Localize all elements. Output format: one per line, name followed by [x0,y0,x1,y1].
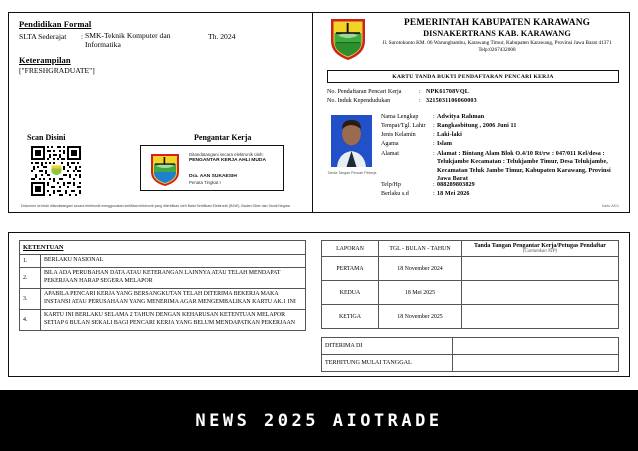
identity-row-tempat-tgl-lahir [381,122,621,131]
laporan-period: KEDUA [322,281,379,305]
table-row [20,255,306,268]
laporan-period: KETIGA [322,305,379,329]
ketentuan-header: KETENTUAN [20,241,306,255]
table-row [322,257,619,281]
ketentuan-number: 3. [20,288,41,309]
identity-row-jenis-kelamin [381,131,621,140]
education-section-title: Pendidikan Formal [19,19,92,29]
laporan-period: PERTAMA [322,257,379,281]
identity-row-nama [381,113,621,122]
card-title-box [327,70,619,83]
department-name: DISNAKERTRANS KAB. KARAWANG [423,29,571,38]
laporan-signature-cell[interactable] [462,257,619,281]
contact-value: 088289803829 [437,182,475,188]
right-column [313,13,629,212]
watermark-text: NEWS 2025 AIOTRADE [195,410,443,431]
identity-value: Adwitya Rahman [437,114,485,120]
laporan-col-header: LAPORAN [322,241,379,257]
contact-value: 18 Mei 2026 [437,191,470,198]
qr-code-icon[interactable] [29,144,83,198]
skills-value: ["FRESHGRADUATE"] [19,66,95,75]
laporan-signature-cell[interactable] [462,281,619,305]
contact-label: Telp/Hp [381,182,401,188]
table-row [20,309,306,330]
table-row [322,355,619,372]
ketentuan-number: 2. [20,267,41,288]
electronic-signature-box [140,145,284,191]
identity-row-alamat [381,150,621,185]
esign-line-1: Ditandatangani secara elektronik oleh: [189,152,264,157]
ketentuan-text: KARTU INI BERLAKU SELAMA 2 TAHUN DENGAN KEHARUSAN KETENTUAN MELAPOR SETIAP 6 BULAN SEKALI BAGI PENCARI KERJA YANG BELUM MENDAPATKAN PEKERJAAN [41,309,306,330]
ketentuan-number: 1. [20,255,41,268]
diterima-value[interactable] [453,338,619,355]
table-row [20,288,306,309]
education-row [19,32,304,50]
laporan-date: 18 November 2024 [379,257,462,281]
diterima-table-wrap [321,337,619,372]
karawang-emblem-icon [147,151,183,187]
table-row [20,267,306,288]
watermark-bar [0,390,638,451]
registration-number-label: No. Pendaftaran Pencari Kerja [327,89,402,95]
jobseeker-card-panel [8,12,630,213]
nik-value: 3215031106060003 [426,98,477,104]
contact-label: Berlaku s.d [381,191,409,198]
card-code-label: Kartu AK/1 [601,204,619,208]
ketentuan-text: BERLAKU NASIONAL [41,255,306,268]
education-value: SMK-Teknik Komputer dan Informatika [85,31,171,49]
laporan-signature-cell[interactable] [462,305,619,329]
identity-colon: : [433,114,435,120]
identity-label: Nama Lengkap [381,114,419,120]
identity-value: Laki-laki [437,132,462,139]
identity-details [381,113,621,185]
nik-row [327,98,477,104]
laporan-date: 18 November 2025 [379,305,462,329]
education-colon: : [81,32,84,41]
signature-col-title: Tanda Tangan Pengantar Kerja/Petugas Pendaftar [473,243,607,249]
applicant-signature-caption: Tanda Tangan Pencari Pekerja [327,171,377,175]
table-row [322,305,619,329]
education-level-label: SLTA Sederajat [19,32,67,41]
identity-colon: : [433,150,435,157]
identity-value: Islam [437,141,453,148]
table-header-row [322,241,619,257]
esign-text-block [189,152,279,164]
nik-colon: : [419,98,421,104]
department-address: Jl. Surotokunto KM. 06 Warungbambu, Karawang Timur, Kabupaten Karawang, Provinsi Jawa Barat 41371 Telp:0267432008 [382,40,612,54]
diterima-label: DITERIMA DI [322,338,453,355]
left-column [9,13,312,212]
electronic-signature-disclaimer: Dokumen ini telah ditandatangani secara elektronik menggunakan sertifikat elektronik yang diterbitkan oleh Balai Sertifikasi Elektronik (BSrE), Badan Siber dan Sandi Negara [21,204,290,208]
identity-value: Rangkasbitung , 2006 Juni 11 [437,123,517,130]
laporan-table [321,240,619,329]
identity-label: Tempat/Tgl. Lahir [381,123,426,130]
pengantar-kerja-title: Pengantar Kerja [194,133,252,142]
contact-colon: : [433,182,435,188]
identity-row-agama [381,140,621,149]
table-row [322,281,619,305]
government-header-text [373,18,621,54]
contact-row-telp [381,181,475,190]
contact-details [381,181,475,199]
contact-colon: : [433,191,435,198]
card-title: KARTU TANDA BUKTI PENDAFTARAN PENCARI KERJA [392,73,554,80]
officer-block [189,174,237,186]
signature-col-header [462,241,619,257]
terhitung-value[interactable] [453,355,619,372]
table-header-row [20,241,306,255]
government-name: PEMERINTAH KABUPATEN KARAWANG [403,18,591,28]
identity-colon: : [433,141,435,148]
signature-col-subtitle: (Cantumkan NIP) [522,249,558,254]
nik-label: No. Induk Kependudukan [327,98,391,104]
officer-name: Dra. AAN SUKAESIH [189,174,237,179]
officer-rank: Penata Tingkat I [189,180,221,186]
identity-label: Agama [381,141,399,148]
identity-value: Alamat : Bintang Alam Blok O.4/10 Rt/rw : 047/011 Kel/desa : Telukjambe Kecamatan : Telukjambe Timur, Desa Telukjambe, Kecamatan Teluk Jambe Timur, Kabupaten Karawang, Provinsi Jawa Barat [437,150,611,183]
skills-section-title: Keterampilan [19,55,71,65]
ketentuan-text: BILA ADA PERUBAHAN DATA ATAU KETERANGAN LAINNYA ATAU TELAH MENDAPAT PEKERJAAN HARAP SEGERA MELAPOR [41,267,306,288]
education-year: Th. 2024 [208,32,236,41]
ketentuan-text: APABILA PENCARI KERJA YANG BERSANGKUTAN TELAH DITERIMA BEKERJA MAKA INSTANSI ATAU PERUSAHAAN YANG MENERIMA AGAR MENGEMBALIKAN KARTU AK.1 INI [41,288,306,309]
table-row [322,338,619,355]
registration-number-colon: : [419,89,421,95]
scan-here-title: Scan Disini [27,133,66,142]
ketentuan-number: 4. [20,309,41,330]
tanggal-col-header: TGL - BULAN - TAHUN [379,241,462,257]
identity-label: Jenis Kelamin [381,132,416,139]
terms-and-report-panel [8,232,630,377]
ketentuan-table-wrap [19,240,306,331]
laporan-date: 18 Mei 2025 [379,281,462,305]
contact-row-berlaku [381,190,475,199]
applicant-photo [331,115,372,167]
identity-colon: : [433,132,435,139]
registration-number-value: NPK61708VQL [426,89,469,95]
ketentuan-table [19,240,306,331]
identity-colon: : [433,123,435,130]
laporan-table-wrap [321,240,619,329]
esign-line-2: PENGANTAR KERJA AHLI MUDA [189,157,266,163]
terhitung-label: TERHITUNG MULAI TANGGAL [322,355,453,372]
registration-number-row [327,89,469,95]
karawang-emblem-icon [327,17,369,63]
identity-label: Alamat [381,150,399,157]
diterima-table [321,337,619,372]
